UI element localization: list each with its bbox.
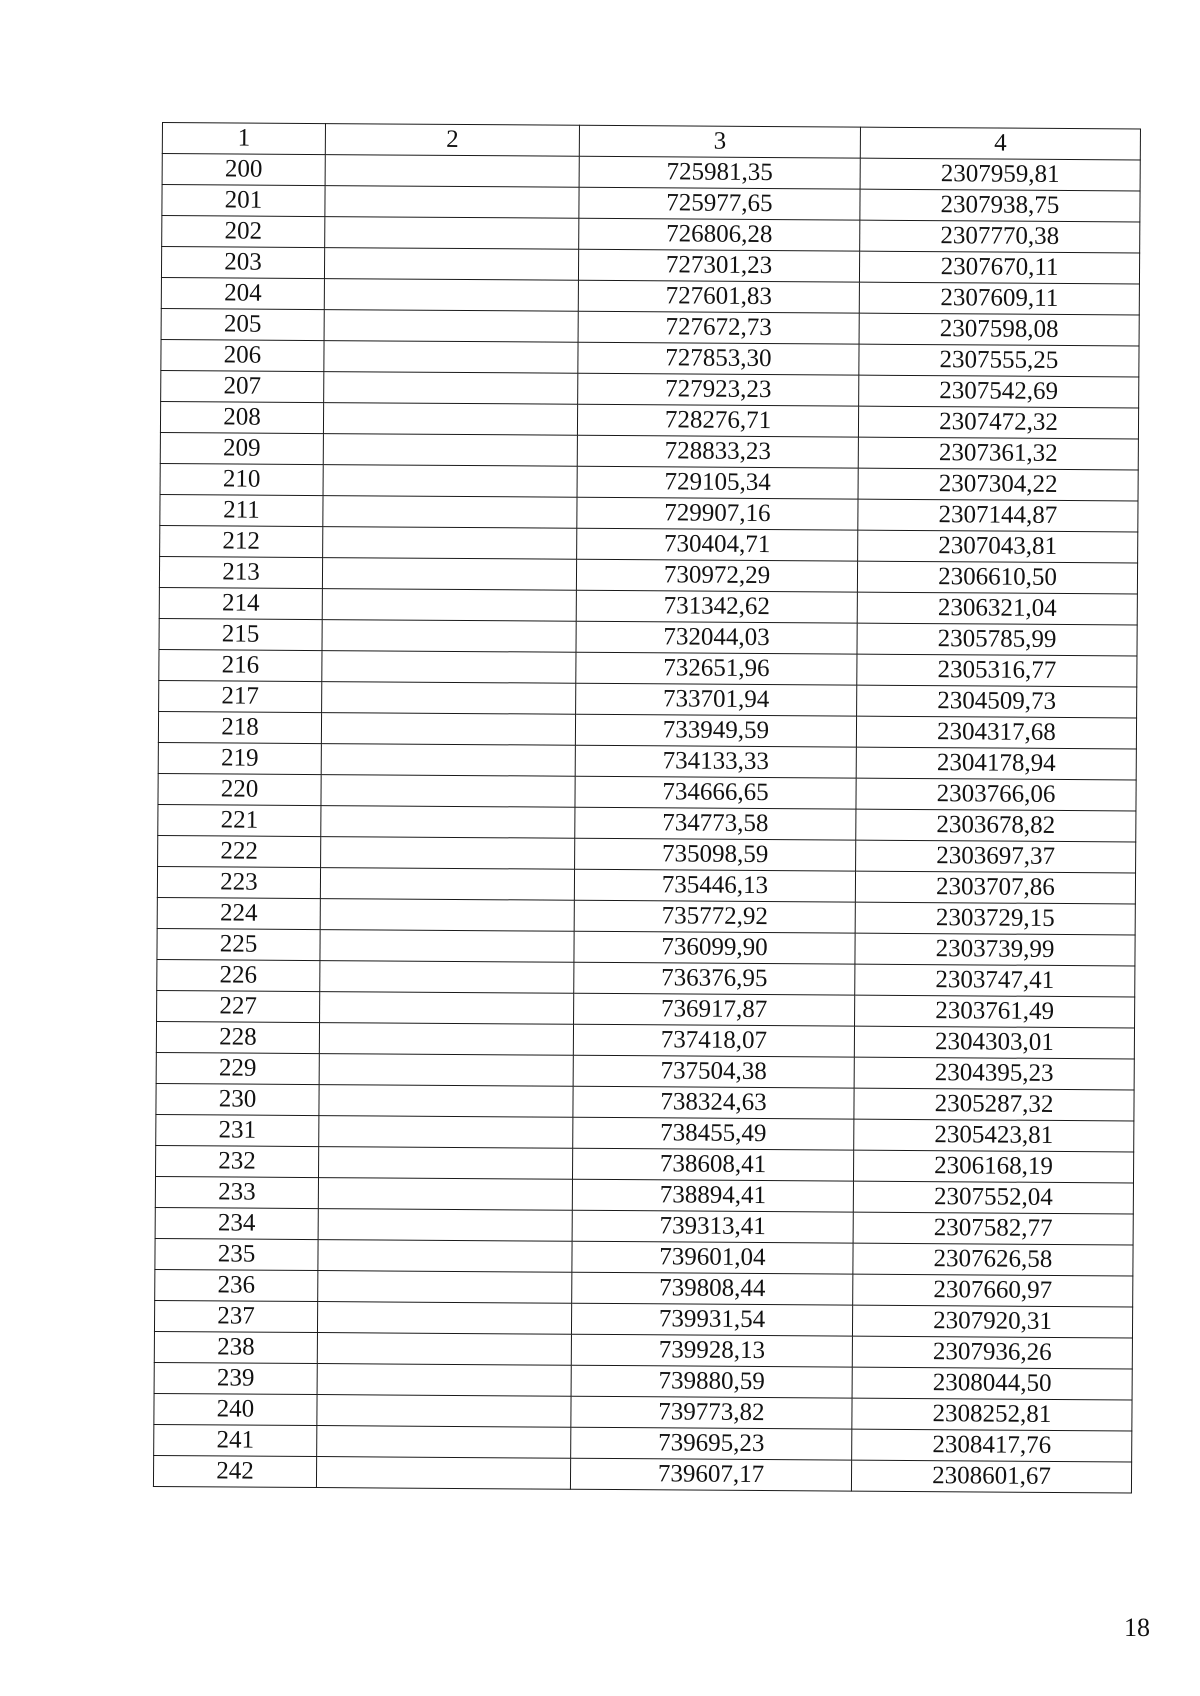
- x-coordinate-cell: 739607,17: [570, 1458, 851, 1491]
- header-cell-1: 1: [162, 123, 325, 155]
- point-number-cell: 210: [160, 463, 323, 495]
- y-coordinate-cell: 2307670,11: [859, 251, 1139, 284]
- x-coordinate-cell: 727672,73: [578, 311, 859, 344]
- page-number: 18: [1124, 1613, 1150, 1642]
- empty-cell: [318, 1209, 572, 1242]
- x-coordinate-cell: 734133,33: [575, 745, 856, 778]
- y-coordinate-cell: 2304303,01: [854, 1026, 1134, 1059]
- x-coordinate-cell: 734666,65: [575, 776, 856, 809]
- x-coordinate-cell: 729907,16: [577, 497, 858, 530]
- x-coordinate-cell: 739931,54: [571, 1303, 852, 1336]
- empty-cell: [321, 744, 575, 777]
- empty-cell: [325, 217, 579, 250]
- y-coordinate-cell: 2307938,75: [860, 189, 1140, 222]
- y-coordinate-cell: 2307626,58: [853, 1243, 1133, 1276]
- empty-cell: [320, 930, 574, 963]
- x-coordinate-cell: 729105,34: [577, 466, 858, 499]
- y-coordinate-cell: 2307959,81: [860, 158, 1140, 191]
- x-coordinate-cell: 731342,62: [576, 590, 857, 623]
- x-coordinate-cell: 727601,83: [578, 280, 859, 313]
- y-coordinate-cell: 2304395,23: [854, 1057, 1134, 1090]
- y-coordinate-cell: 2305316,77: [857, 654, 1137, 687]
- empty-cell: [321, 837, 575, 870]
- y-coordinate-cell: 2307361,32: [858, 437, 1138, 470]
- empty-cell: [322, 558, 576, 591]
- x-coordinate-cell: 735772,92: [574, 900, 855, 933]
- point-number-cell: 222: [158, 835, 321, 867]
- point-number-cell: 235: [155, 1238, 318, 1270]
- point-number-cell: 233: [155, 1176, 318, 1208]
- empty-cell: [324, 279, 578, 312]
- point-number-cell: 209: [160, 432, 323, 464]
- y-coordinate-cell: 2307660,97: [853, 1274, 1133, 1307]
- x-coordinate-cell: 739773,82: [571, 1396, 852, 1429]
- point-number-cell: 242: [153, 1455, 316, 1487]
- empty-cell: [320, 899, 574, 932]
- x-coordinate-cell: 732044,03: [576, 621, 857, 654]
- x-coordinate-cell: 738894,41: [572, 1179, 853, 1212]
- point-number-cell: 216: [159, 649, 322, 681]
- empty-cell: [323, 434, 577, 467]
- point-number-cell: 230: [156, 1083, 319, 1115]
- empty-cell: [322, 589, 576, 622]
- empty-cell: [323, 465, 577, 498]
- point-number-cell: 221: [158, 804, 321, 836]
- x-coordinate-cell: 739313,41: [572, 1210, 853, 1243]
- empty-cell: [322, 651, 576, 684]
- x-coordinate-cell: 738455,49: [573, 1117, 854, 1150]
- empty-cell: [317, 1395, 571, 1428]
- empty-cell: [324, 310, 578, 343]
- y-coordinate-cell: 2303747,41: [855, 964, 1135, 997]
- x-coordinate-cell: 728276,71: [577, 404, 858, 437]
- coordinates-table: [153, 122, 1141, 1493]
- y-coordinate-cell: 2307920,31: [852, 1305, 1132, 1338]
- x-coordinate-cell: 735098,59: [575, 838, 856, 871]
- point-number-cell: 219: [158, 742, 321, 774]
- x-coordinate-cell: 727301,23: [578, 249, 859, 282]
- empty-cell: [317, 1302, 571, 1335]
- y-coordinate-cell: 2308601,67: [851, 1460, 1131, 1493]
- y-coordinate-cell: 2307598,08: [859, 313, 1139, 346]
- point-number-cell: 240: [154, 1393, 317, 1425]
- empty-cell: [323, 403, 577, 436]
- point-number-cell: 205: [161, 308, 324, 340]
- point-number-cell: 203: [161, 247, 324, 279]
- y-coordinate-cell: 2307304,22: [858, 468, 1138, 501]
- header-cell-2: 2: [325, 124, 579, 157]
- x-coordinate-cell: 739808,44: [572, 1272, 853, 1305]
- empty-cell: [325, 155, 579, 188]
- empty-cell: [322, 620, 576, 653]
- empty-cell: [319, 1023, 573, 1056]
- empty-cell: [320, 992, 574, 1025]
- x-coordinate-cell: 736376,95: [574, 962, 855, 995]
- y-coordinate-cell: 2305287,32: [854, 1088, 1134, 1121]
- x-coordinate-cell: 738324,63: [573, 1086, 854, 1119]
- x-coordinate-cell: 727853,30: [578, 342, 859, 375]
- empty-cell: [319, 1085, 573, 1118]
- y-coordinate-cell: 2303739,99: [855, 933, 1135, 966]
- point-number-cell: 218: [158, 711, 321, 743]
- x-coordinate-cell: 733701,94: [576, 683, 857, 716]
- point-number-cell: 226: [157, 959, 320, 991]
- empty-cell: [319, 1054, 573, 1087]
- y-coordinate-cell: 2306321,04: [857, 592, 1137, 625]
- x-coordinate-cell: 733949,59: [575, 714, 856, 747]
- y-coordinate-cell: 2305423,81: [854, 1119, 1134, 1152]
- y-coordinate-cell: 2303766,06: [856, 778, 1136, 811]
- empty-cell: [319, 1147, 573, 1180]
- point-number-cell: 232: [156, 1145, 319, 1177]
- y-coordinate-cell: 2306168,19: [853, 1150, 1133, 1183]
- y-coordinate-cell: 2307144,87: [858, 499, 1138, 532]
- y-coordinate-cell: 2306610,50: [857, 561, 1137, 594]
- empty-cell: [323, 527, 577, 560]
- y-coordinate-cell: 2303729,15: [855, 902, 1135, 935]
- empty-cell: [324, 372, 578, 405]
- empty-cell: [317, 1426, 571, 1459]
- point-number-cell: 207: [161, 370, 324, 402]
- point-number-cell: 202: [162, 216, 325, 248]
- y-coordinate-cell: 2303707,86: [855, 871, 1135, 904]
- point-number-cell: 239: [154, 1362, 317, 1394]
- y-coordinate-cell: 2307555,25: [859, 344, 1139, 377]
- point-number-cell: 234: [155, 1207, 318, 1239]
- header-cell-4: 4: [860, 127, 1140, 160]
- point-number-cell: 213: [159, 556, 322, 588]
- y-coordinate-cell: 2308417,76: [852, 1429, 1132, 1462]
- y-coordinate-cell: 2307043,81: [858, 530, 1138, 563]
- empty-cell: [317, 1333, 571, 1366]
- empty-cell: [325, 186, 579, 219]
- point-number-cell: 241: [154, 1424, 317, 1456]
- empty-cell: [319, 1116, 573, 1149]
- point-number-cell: 204: [161, 277, 324, 309]
- x-coordinate-cell: 739928,13: [571, 1334, 852, 1367]
- point-number-cell: 208: [160, 401, 323, 433]
- y-coordinate-cell: 2307936,26: [852, 1336, 1132, 1369]
- x-coordinate-cell: 732651,96: [576, 652, 857, 685]
- y-coordinate-cell: 2303678,82: [856, 809, 1136, 842]
- point-number-cell: 217: [159, 680, 322, 712]
- point-number-cell: 201: [162, 185, 325, 217]
- empty-cell: [320, 961, 574, 994]
- empty-cell: [322, 682, 576, 715]
- point-number-cell: 220: [158, 773, 321, 805]
- x-coordinate-cell: 730972,29: [576, 559, 857, 592]
- empty-cell: [321, 775, 575, 808]
- table-body: [153, 154, 1140, 1493]
- x-coordinate-cell: 736917,87: [574, 993, 855, 1026]
- x-coordinate-cell: 726806,28: [579, 218, 860, 251]
- empty-cell: [324, 341, 578, 374]
- y-coordinate-cell: 2307770,38: [860, 220, 1140, 253]
- point-number-cell: 200: [162, 154, 325, 186]
- x-coordinate-cell: 735446,13: [574, 869, 855, 902]
- point-number-cell: 229: [156, 1052, 319, 1084]
- y-coordinate-cell: 2303761,49: [855, 995, 1135, 1028]
- point-number-cell: 214: [159, 587, 322, 619]
- x-coordinate-cell: 739880,59: [571, 1365, 852, 1398]
- point-number-cell: 224: [157, 897, 320, 929]
- table-row: [153, 1455, 1131, 1492]
- x-coordinate-cell: 739695,23: [571, 1427, 852, 1460]
- y-coordinate-cell: 2305785,99: [857, 623, 1137, 656]
- x-coordinate-cell: 734773,58: [575, 807, 856, 840]
- x-coordinate-cell: 738608,41: [572, 1148, 853, 1181]
- empty-cell: [324, 248, 578, 281]
- y-coordinate-cell: 2307582,77: [853, 1212, 1133, 1245]
- y-coordinate-cell: 2303697,37: [856, 840, 1136, 873]
- x-coordinate-cell: 739601,04: [572, 1241, 853, 1274]
- point-number-cell: 228: [156, 1021, 319, 1053]
- point-number-cell: 238: [154, 1331, 317, 1363]
- y-coordinate-cell: 2304178,94: [856, 747, 1136, 780]
- empty-cell: [317, 1364, 571, 1397]
- point-number-cell: 212: [160, 525, 323, 557]
- y-coordinate-cell: 2304317,68: [856, 716, 1136, 749]
- point-number-cell: 231: [156, 1114, 319, 1146]
- header-cell-3: 3: [579, 125, 860, 158]
- point-number-cell: 215: [159, 618, 322, 650]
- point-number-cell: 225: [157, 928, 320, 960]
- y-coordinate-cell: 2307472,32: [858, 406, 1138, 439]
- y-coordinate-cell: 2308252,81: [852, 1398, 1132, 1431]
- empty-cell: [321, 806, 575, 839]
- empty-cell: [318, 1240, 572, 1273]
- point-number-cell: 211: [160, 494, 323, 526]
- point-number-cell: 227: [157, 990, 320, 1022]
- x-coordinate-cell: 725981,35: [579, 156, 860, 189]
- empty-cell: [318, 1271, 572, 1304]
- x-coordinate-cell: 725977,65: [579, 187, 860, 220]
- y-coordinate-cell: 2304509,73: [857, 685, 1137, 718]
- x-coordinate-cell: 737504,38: [573, 1055, 854, 1088]
- empty-cell: [323, 496, 577, 529]
- x-coordinate-cell: 728833,23: [577, 435, 858, 468]
- empty-cell: [320, 868, 574, 901]
- point-number-cell: 237: [154, 1300, 317, 1332]
- y-coordinate-cell: 2307552,04: [853, 1181, 1133, 1214]
- point-number-cell: 206: [161, 339, 324, 371]
- y-coordinate-cell: 2307609,11: [859, 282, 1139, 315]
- x-coordinate-cell: 727923,23: [578, 373, 859, 406]
- point-number-cell: 223: [157, 866, 320, 898]
- x-coordinate-cell: 736099,90: [574, 931, 855, 964]
- empty-cell: [321, 713, 575, 746]
- x-coordinate-cell: 737418,07: [573, 1024, 854, 1057]
- empty-cell: [318, 1178, 572, 1211]
- empty-cell: [316, 1457, 570, 1490]
- point-number-cell: 236: [155, 1269, 318, 1301]
- x-coordinate-cell: 730404,71: [577, 528, 858, 561]
- y-coordinate-cell: 2308044,50: [852, 1367, 1132, 1400]
- y-coordinate-cell: 2307542,69: [859, 375, 1139, 408]
